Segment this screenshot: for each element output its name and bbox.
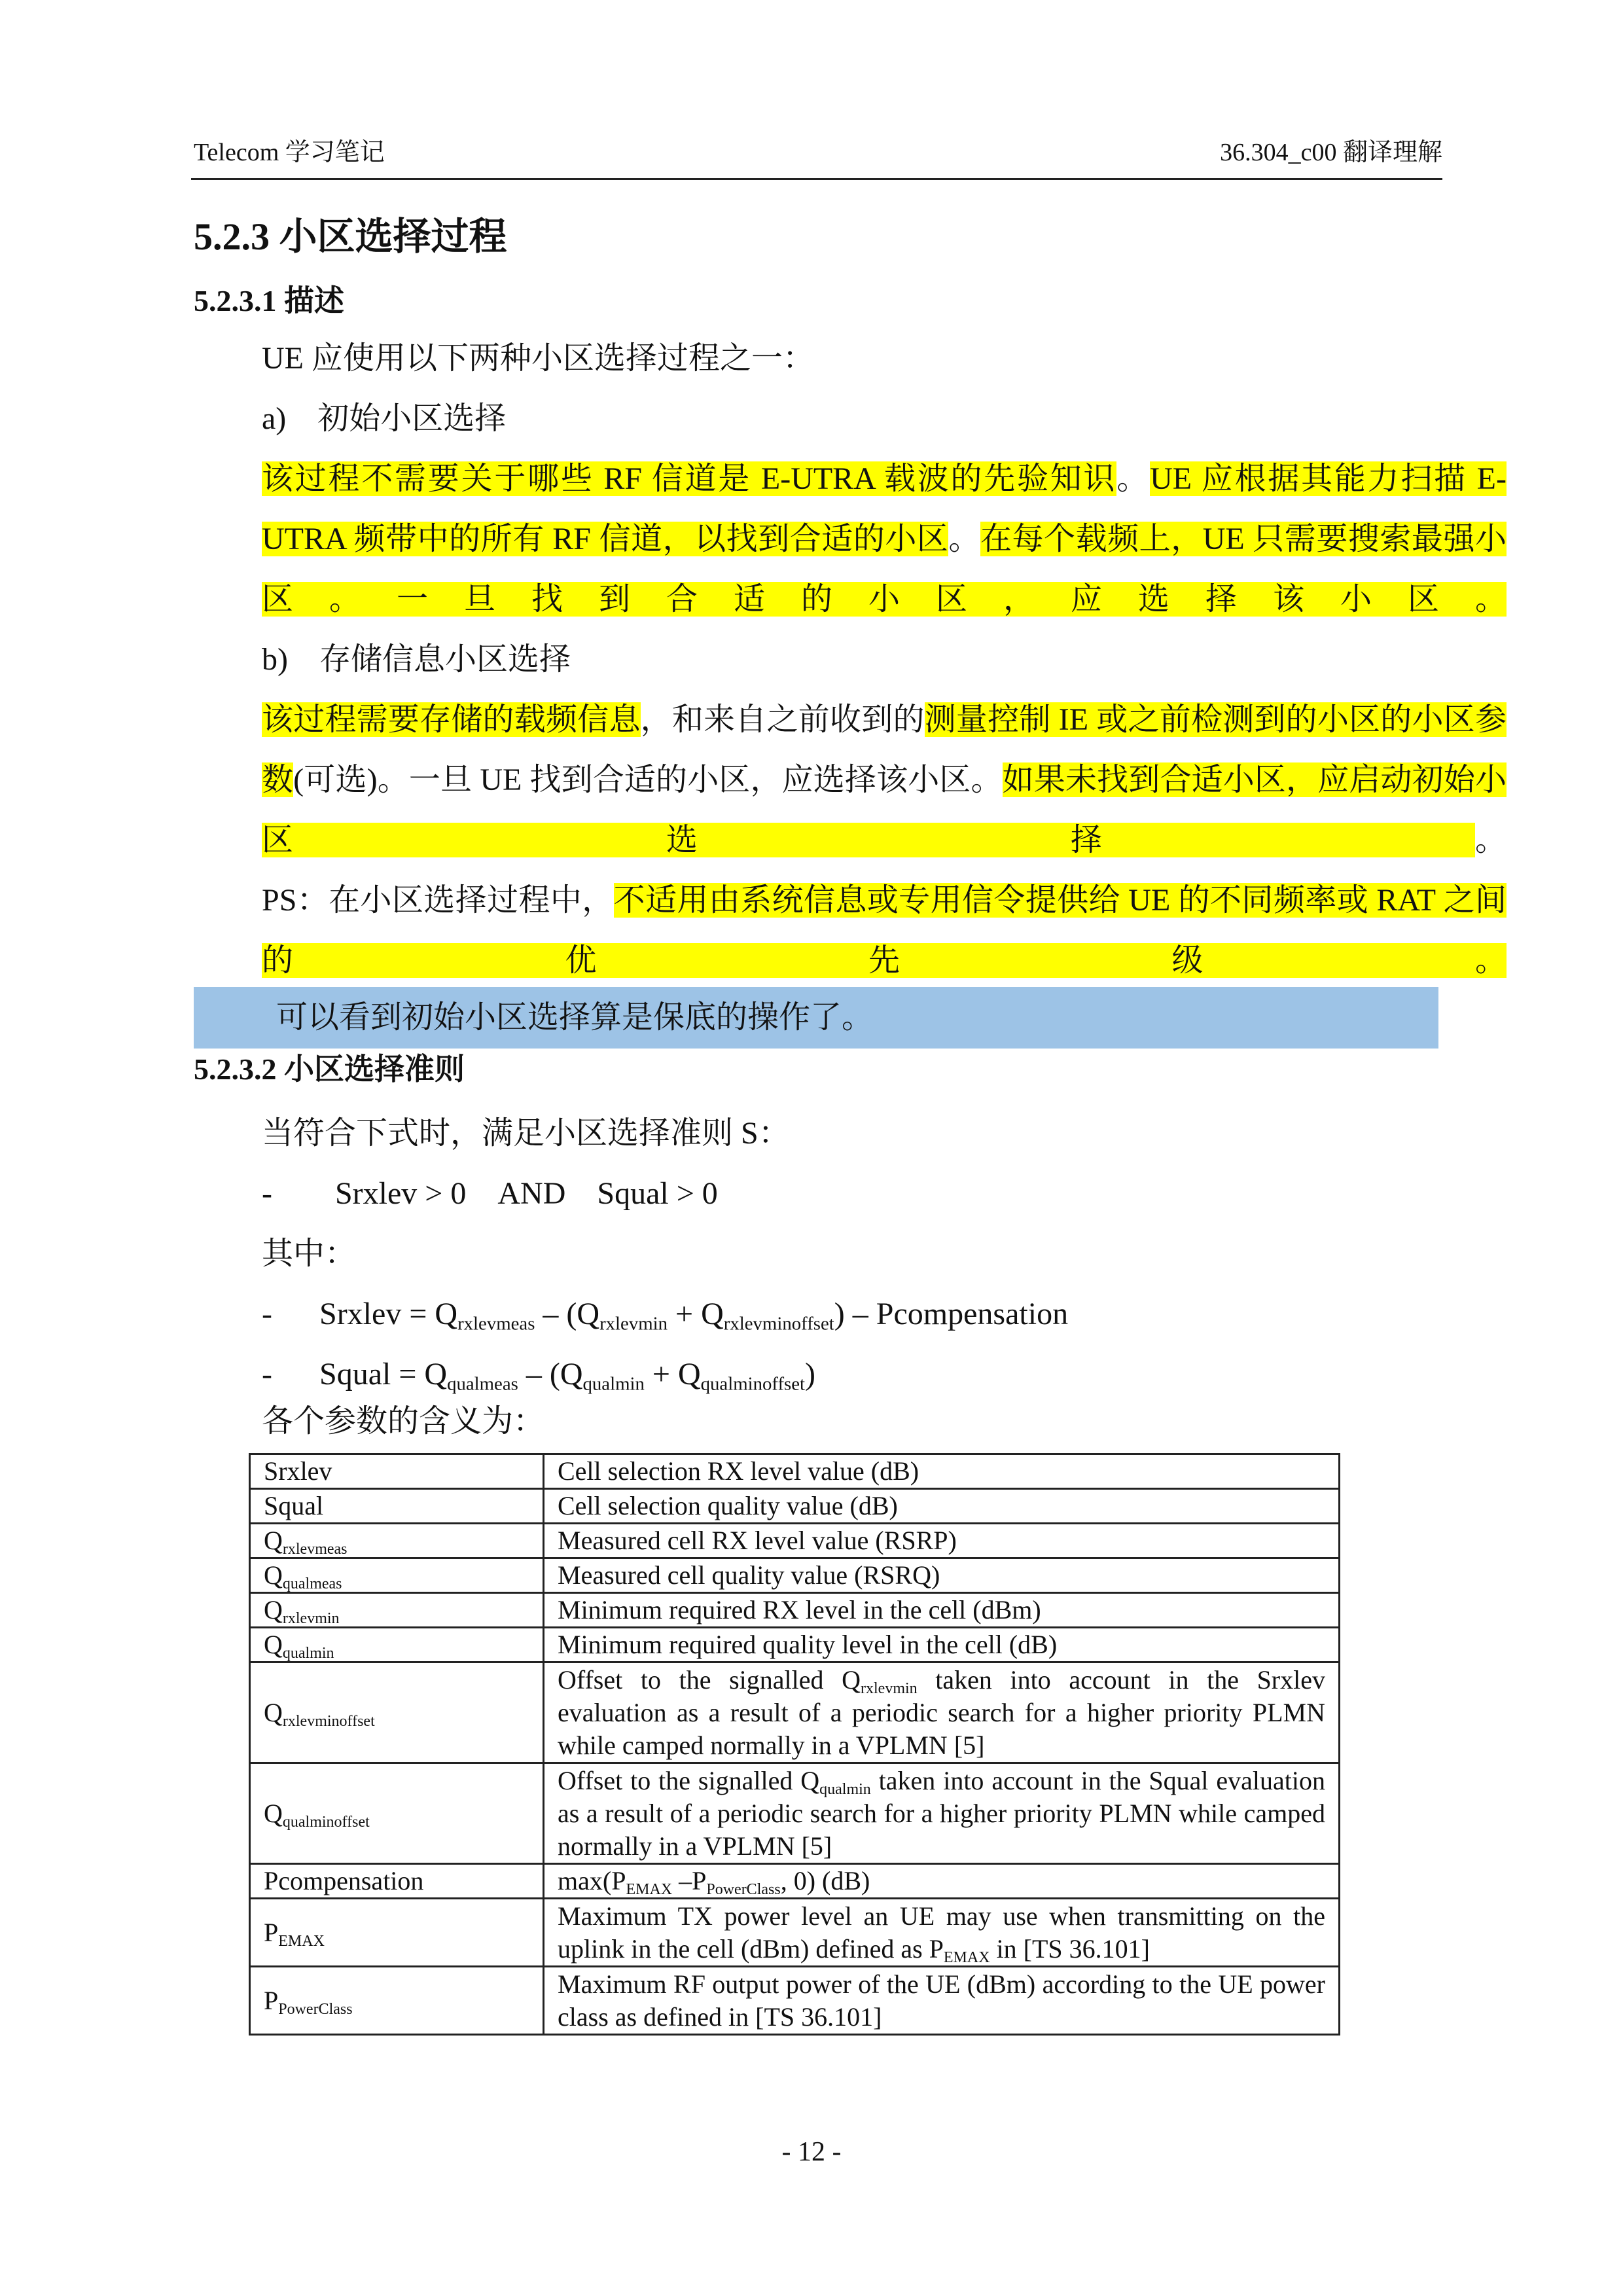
ps-paragraph: PS：在小区选择过程中，不适用由系统信息或专用信令提供给 UE 的不同频率或 RAT 之间的优先级。 bbox=[262, 883, 1507, 978]
param-desc: Maximum RF output power of the UE (dBm) according to the UE power class as defined in [TS 36.101] bbox=[544, 1967, 1340, 2035]
highlight-3: 在每个载频上，UE 只需要搜索最强小区。一旦找到合适的小区，应选择该小区。 bbox=[262, 522, 1507, 617]
note-text: 可以看到初始小区选择算是保底的操作了。 bbox=[276, 1000, 874, 1035]
param-name: Squal bbox=[250, 1489, 544, 1524]
table-row bbox=[250, 1662, 1340, 1763]
param-name: $P_{EMAX}$ bbox=[250, 1899, 544, 1967]
highlight-2: UE 应根据其能力扫描 E-UTRA 频带中的所有 RF 信道，以找到合适的小区 bbox=[262, 461, 1507, 556]
param-desc: $\max(P_{EMAX}$ $-P_{PowerClass}$, 0) (dB) bbox=[544, 1864, 1340, 1899]
table-row bbox=[250, 1454, 1340, 1489]
formula-squal: - Squal = $Q_{qualmeas} - (Q_{qualmin} + Q_{qualminoffset})$ bbox=[262, 1357, 816, 1395]
param-name: $P_{PowerClass}$ bbox=[250, 1967, 544, 2035]
param-desc: Minimum required RX level in the cell (dBm) bbox=[544, 1593, 1340, 1628]
param-desc: Offset to the signalled $Q_{qualmin}$ taken into account in the Squal evaluation as a result of a periodic search for a higher priority PLMN while camped normally in a VPLMN [5] bbox=[544, 1763, 1340, 1864]
param-name: $Q_{qualmin}$ bbox=[250, 1628, 544, 1662]
header-left: Telecom 学习笔记 bbox=[194, 139, 385, 166]
highlight-6: 如果未找到合适小区，应启动初始小区选择 bbox=[262, 762, 1507, 857]
param-desc: Measured cell quality value (RSRQ) bbox=[544, 1558, 1340, 1593]
page-number: - 12 - bbox=[781, 2137, 842, 2167]
table-row bbox=[250, 1864, 1340, 1899]
meaning-label: 各个参数的含义为： bbox=[262, 1404, 545, 1439]
item-a-body: 该过程不需要关于哪些 RF 信道是 E-UTRA 载波的先验知识。UE 应根据其能力扫描 E-UTRA 频带中的所有 RF 信道，以找到合适的小区。在每个载频上，UE 只需要搜索最强小区。一旦找到合适的小区，应选择该小区。 bbox=[262, 461, 1507, 617]
param-name: $Q_{qualmeas}$ bbox=[250, 1558, 544, 1593]
table-row bbox=[250, 1967, 1340, 2035]
subsection-title-criteria: 5.2.3.2 小区选择准则 bbox=[194, 1052, 465, 1086]
param-desc: Maximum TX power level an UE may use when transmitting on the uplink in the cell (dBm) defined as $P_{EMAX}$ in [TS 36.101] bbox=[544, 1899, 1340, 1967]
item-b-body: 该过程需要存储的载频信息，和来自之前收到的测量控制 IE 或之前检测到的小区的小区参数(可选)。一旦 UE 找到合适的小区，应选择该小区。如果未找到合适小区，应启动初始小区选择。 bbox=[262, 702, 1507, 857]
highlight-7: 不适用由系统信息或专用信令提供给 UE 的不同频率或 RAT 之间的优先级。 bbox=[262, 883, 1507, 978]
criteria-intro: 当符合下式时，满足小区选择准则 S： bbox=[262, 1116, 790, 1151]
formula-srxlev: - Srxlev = $Q_{rxlevmeas} - (Q_{rxlevmin} + Q_{rxlevminoffset})$ – Pcompensation bbox=[262, 1297, 1069, 1335]
param-name: $Q_{rxlevminoffset}$ bbox=[250, 1662, 544, 1763]
param-desc: Cell selection RX level value (dB) bbox=[544, 1454, 1340, 1489]
highlight-4: 该过程需要存储的载频信息 bbox=[262, 702, 641, 737]
param-desc: Cell selection quality value (dB) bbox=[544, 1489, 1340, 1524]
highlight-5: 测量控制 IE 或之前检测到的小区的小区参数 bbox=[262, 702, 1507, 797]
highlight-1: 该过程不需要关于哪些 RF 信道是 E-UTRA 载波的先验知识 bbox=[262, 461, 1117, 496]
section-title: 5.2.3 小区选择过程 bbox=[194, 215, 507, 258]
where-label: 其中： bbox=[262, 1236, 357, 1271]
table-row bbox=[250, 1628, 1340, 1662]
subsection-title-description: 5.2.3.1 描述 bbox=[194, 284, 344, 317]
criteria-condition: - Srxlev > 0 AND Squal > 0 bbox=[262, 1176, 718, 1211]
item-b-label: b) 存储信息小区选择 bbox=[262, 642, 571, 677]
param-name: $Q_{qualminoffset}$ bbox=[250, 1763, 544, 1864]
parameter-table bbox=[249, 1453, 1340, 2036]
table-row bbox=[250, 1593, 1340, 1628]
param-name: Pcompensation bbox=[250, 1864, 544, 1899]
table-row bbox=[250, 1558, 1340, 1593]
item-a-label: a) 初始小区选择 bbox=[262, 401, 507, 436]
table-row bbox=[250, 1489, 1340, 1524]
intro-line: UE 应使用以下两种小区选择过程之一： bbox=[262, 341, 814, 376]
table-row bbox=[250, 1899, 1340, 1967]
table-row bbox=[250, 1524, 1340, 1558]
header-rule bbox=[191, 178, 1442, 180]
param-name: $Q_{rxlevmeas}$ bbox=[250, 1524, 544, 1558]
param-desc: Measured cell RX level value (RSRP) bbox=[544, 1524, 1340, 1558]
param-name: $Q_{rxlevmin}$ bbox=[250, 1593, 544, 1628]
param-desc: Offset to the signalled $Q_{rxlevmin}$ taken into account in the Srxlev evaluation as a result of a periodic search for a higher priority PLMN while camped normally in a VPLMN [5] bbox=[544, 1662, 1340, 1763]
param-name: Srxlev bbox=[250, 1454, 544, 1489]
param-desc: Minimum required quality level in the cell (dB) bbox=[544, 1628, 1340, 1662]
table-row bbox=[250, 1763, 1340, 1864]
header-right: 36.304_c00 翻译理解 bbox=[1220, 139, 1442, 166]
